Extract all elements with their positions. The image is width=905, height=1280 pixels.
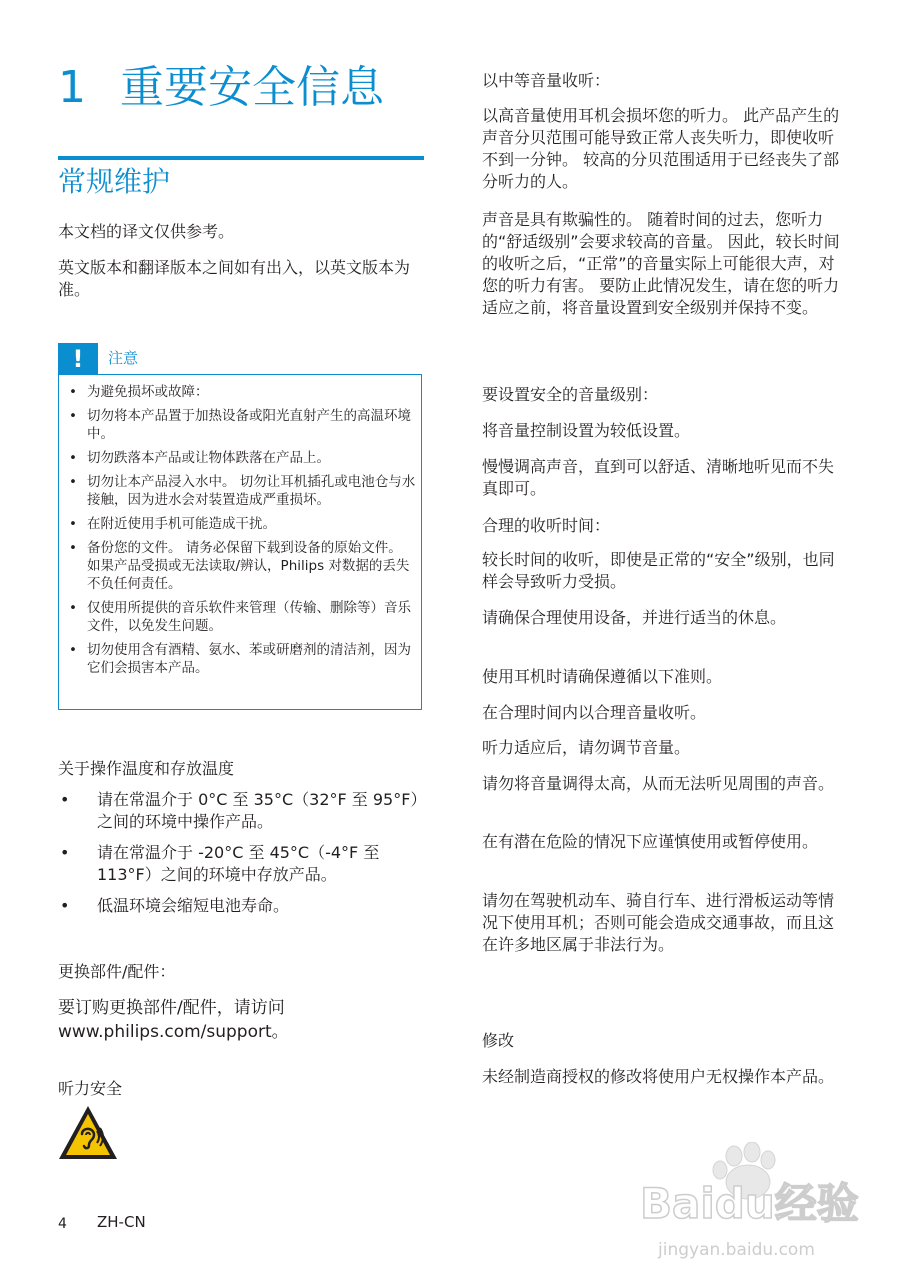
right-paragraph-11: 在合理时间内以合理音量收听。	[482, 703, 707, 722]
temperature-heading: 关于操作温度和存放温度	[58, 759, 235, 778]
right-paragraph-7: 合理的收听时间：	[482, 516, 611, 535]
right-paragraph-12: 听力适应后，请勿调节音量。	[482, 738, 691, 757]
parts-text: 要订购更换部件/配件，请访问 www.philips.com/support。	[58, 998, 289, 1042]
parts-heading: 更换部件/配件：	[58, 962, 176, 981]
right-paragraph-4: 要设置安全的音量级别：	[482, 385, 659, 404]
language-code: ZH-CN	[97, 1213, 146, 1231]
caution-item: • 切勿将本产品置于加热设备或阳光直射产生的高温环境中。	[66, 407, 416, 443]
temperature-item: • 请在常温介于 -20°C 至 45°C（-4°F 至 113°F）之间的环境中存放产品。	[58, 842, 424, 886]
right-paragraph-5: 将音量控制设置为较低设置。	[482, 421, 691, 440]
intro-paragraph-2: 英文版本和翻译版本之间如有出入，以英文版本为准。	[58, 258, 411, 299]
right-paragraph-15: 请勿在驾驶机动车、骑自行车、进行滑板运动等情况下使用耳机；否则可能会造成交通事故，而且这在许多地区属于非法行为。	[482, 891, 835, 954]
right-paragraph-9: 请确保合理使用设备，并进行适当的休息。	[482, 608, 787, 627]
baidu-watermark	[636, 1142, 866, 1272]
right-paragraph-8: 较长时间的收听，即使是正常的“安全”级别，也同样会导致听力受损。	[482, 550, 835, 591]
right-paragraph-1: 以中等音量收听：	[482, 71, 611, 90]
temperature-list	[58, 789, 424, 926]
caution-item: • 切勿让本产品浸入水中。 切勿让耳机插孔或电池仓与水接触，因为进水会对装置造成严重损坏。	[66, 473, 416, 509]
temperature-item: • 低温环境会缩短电池寿命。	[58, 895, 424, 917]
chapter-title: 重要安全信息	[120, 62, 384, 113]
caution-item: • 为避免损坏或故障：	[66, 383, 416, 401]
caution-label: 注意	[108, 349, 139, 367]
caution-item: • 切勿使用含有酒精、氨水、苯或研磨剂的清洁剂，因为它们会损害本产品。	[66, 641, 416, 677]
exclamation-icon: !	[58, 343, 98, 375]
temperature-item: • 请在常温介于 0°C 至 35°C（32°F 至 95°F）之间的环境中操作产品。	[58, 789, 424, 833]
caution-item: • 仅使用所提供的音乐软件来管理（传输、删除等）音乐文件，以免发生问题。	[66, 599, 416, 635]
caution-item: • 备份您的文件。 请务必保留下载到设备的原始文件。 如果产品受损或无法读取/辨认，Philips 对数据的丢失不负任何责任。	[66, 539, 416, 593]
hearing-heading: 听力安全	[58, 1079, 123, 1098]
right-paragraph-13: 请勿将音量调得太高，从而无法听见周围的声音。	[482, 774, 835, 793]
right-paragraph-2: 以高音量使用耳机会损坏您的听力。 此产品产生的声音分贝范围可能导致正常人丧失听力，即使收听不到一分钟。 较高的分贝范围适用于已经丧失了部分听力的人。	[482, 106, 840, 191]
caution-item: • 在附近使用手机可能造成干扰。	[66, 515, 416, 533]
caution-item: • 切勿跌落本产品或让物体跌落在产品上。	[66, 449, 416, 467]
section-title: 常规维护	[58, 165, 171, 198]
modification-heading: 修改	[482, 1031, 515, 1050]
intro-paragraph-1: 本文档的译文仅供参考。	[58, 222, 235, 241]
right-paragraph-14: 在有潜在危险的情况下应谨慎使用或暂停使用。	[482, 832, 819, 851]
chapter-number: 1	[58, 62, 86, 113]
caution-list	[66, 383, 416, 683]
right-paragraph-3: 声音是具有欺骗性的。 随着时间的过去，您听力的“舒适级别”会要求较高的音量。 因此，较长时间的收听之后，“正常”的音量实际上可能很大声，对您的听力有害。 要防止此情况发生，请在您的听力适应之前，将音量设置到安全级别并保持不变。	[482, 210, 840, 317]
right-paragraph-6: 慢慢调高声音，直到可以舒适、清晰地听见而不失真即可。	[482, 457, 835, 498]
page-number: 4	[58, 1216, 67, 1232]
hearing-warning-icon	[57, 1104, 119, 1162]
caution-box	[58, 343, 424, 711]
watermark-url: jingyan.baidu.com	[658, 1240, 815, 1260]
watermark-brand: Baidu经验	[640, 1179, 859, 1228]
modification-text: 未经制造商授权的修改将使用户无权操作本产品。	[482, 1067, 835, 1086]
right-paragraph-10: 使用耳机时请确保遵循以下准则。	[482, 667, 723, 686]
chapter-heading	[58, 58, 438, 118]
